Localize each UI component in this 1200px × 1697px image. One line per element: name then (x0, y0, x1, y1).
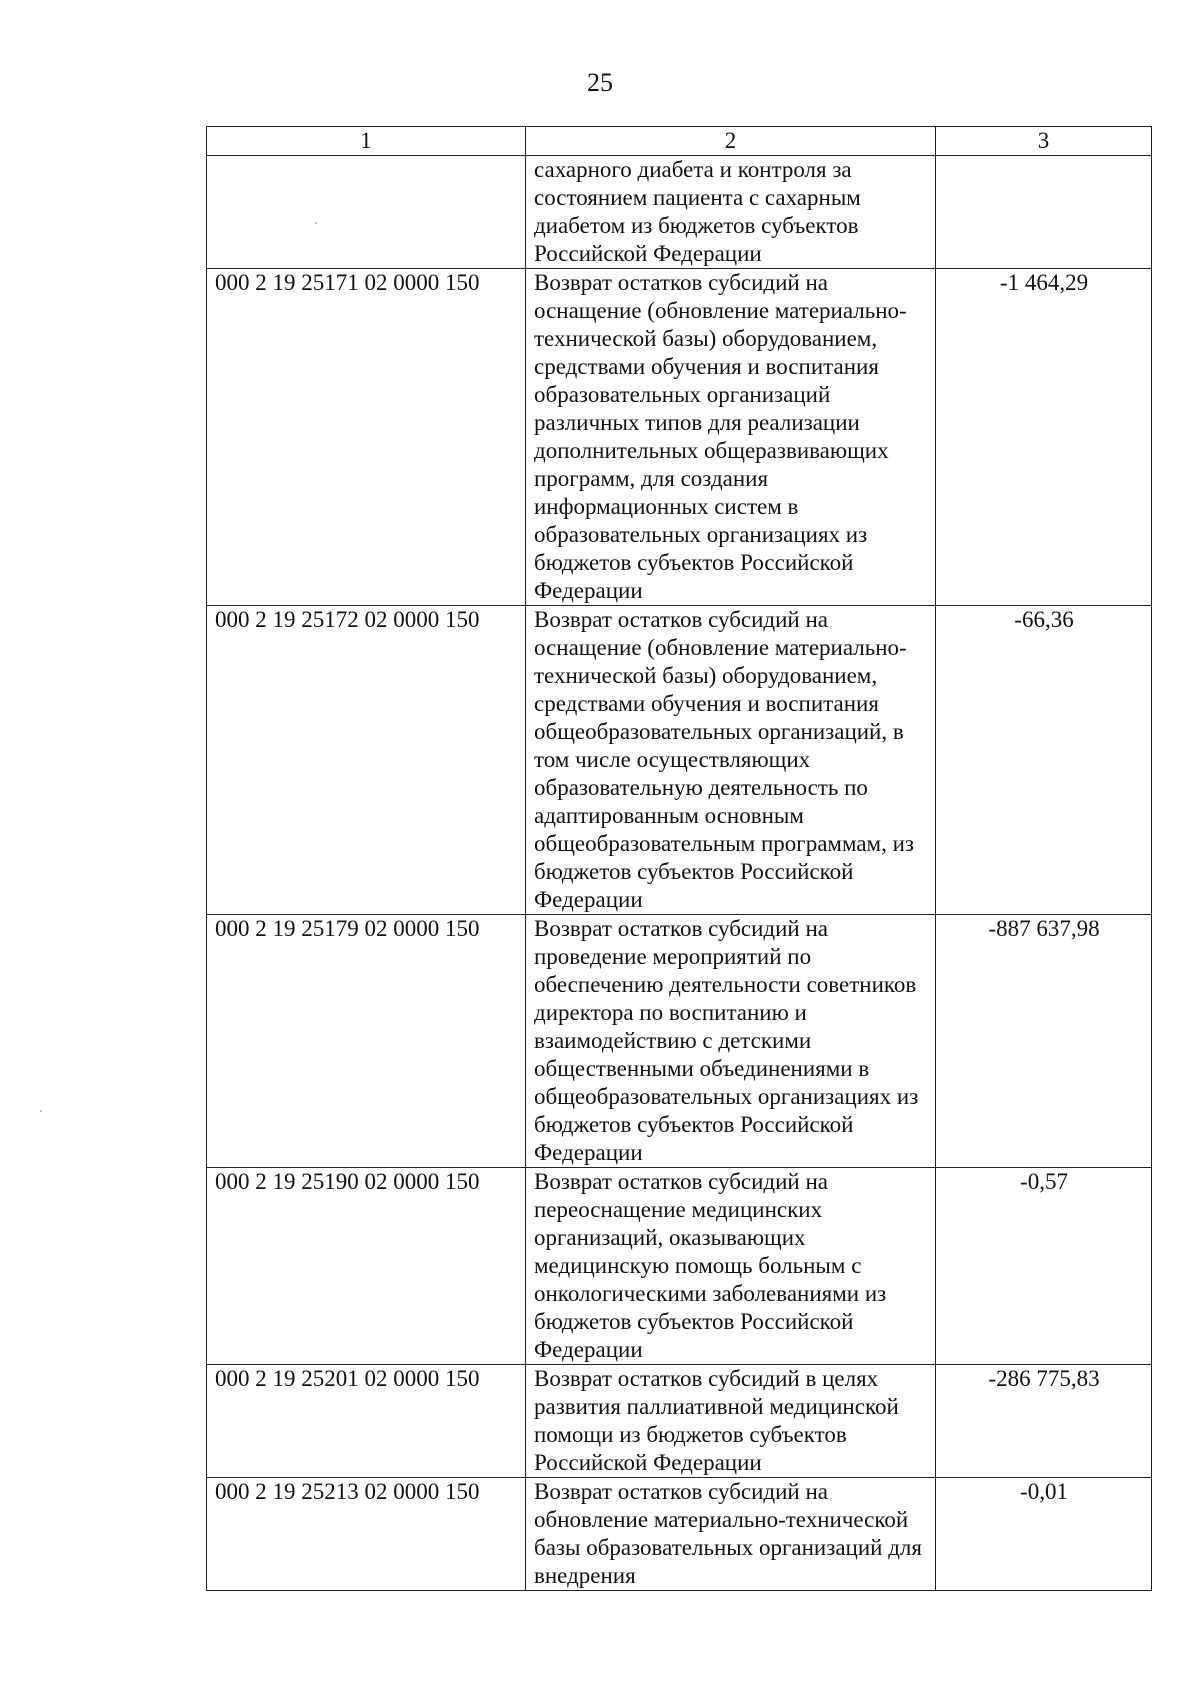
budget-code-cell: 000 2 19 25190 02 0000 150 (207, 1168, 526, 1365)
budget-table (206, 126, 1152, 1591)
description-cell: сахарного диабета и контроля за состоянием пациента с сахарным диабетом из бюджетов субъектов Российской Федерации (526, 156, 936, 269)
description-cell: Возврат остатков субсидий на оснащение (обновление материально-технической базы) оборудованием, средствами обучения и воспитания общеобразовательных организаций, в том числе осуществляющих образовательную деятельность по адаптированным основным общеобразовательным программам, из бюджетов субъектов Российской Федерации (526, 606, 936, 915)
table-row (207, 156, 1152, 269)
scan-speck (315, 222, 317, 224)
amount-cell (936, 156, 1152, 269)
column-header-2: 2 (526, 127, 936, 156)
description-cell: Возврат остатков субсидий в целях развития паллиативной медицинской помощи из бюджетов субъектов Российской Федерации (526, 1365, 936, 1478)
table-row (207, 606, 1152, 915)
column-header-1: 1 (207, 127, 526, 156)
table-header-row (207, 127, 1152, 156)
amount-cell: -887 637,98 (936, 915, 1152, 1168)
column-header-3: 3 (936, 127, 1152, 156)
description-cell: Возврат остатков субсидий на проведение мероприятий по обеспечению деятельности советников директора по воспитанию и взаимодействию с детскими общественными объединениями в общеобразовательных организациях из бюджетов субъектов Российской Федерации (526, 915, 936, 1168)
amount-cell: -1 464,29 (936, 269, 1152, 606)
scan-speck (40, 1110, 42, 1112)
page-number: 25 (587, 68, 613, 97)
table-row (207, 269, 1152, 606)
amount-cell: -286 775,83 (936, 1365, 1152, 1478)
table-row (207, 1168, 1152, 1365)
budget-code-cell: 000 2 19 25213 02 0000 150 (207, 1478, 526, 1591)
budget-code-cell: 000 2 19 25179 02 0000 150 (207, 915, 526, 1168)
description-cell: Возврат остатков субсидий на оснащение (обновление материально-технической базы) оборудованием, средствами обучения и воспитания образовательных организаций различных типов для реализации дополнительных общеразвивающих программ, для создания информационных систем в образовательных организациях из бюджетов субъектов Российской Федерации (526, 269, 936, 606)
amount-cell: -0,57 (936, 1168, 1152, 1365)
budget-code-cell (207, 156, 526, 269)
table-row (207, 915, 1152, 1168)
table-row (207, 1365, 1152, 1478)
amount-cell: -0,01 (936, 1478, 1152, 1591)
amount-cell: -66,36 (936, 606, 1152, 915)
table-row (207, 1478, 1152, 1591)
budget-code-cell: 000 2 19 25171 02 0000 150 (207, 269, 526, 606)
budget-code-cell: 000 2 19 25201 02 0000 150 (207, 1365, 526, 1478)
description-cell: Возврат остатков субсидий на обновление материально-технической базы образовательных организаций для внедрения (526, 1478, 936, 1591)
budget-code-cell: 000 2 19 25172 02 0000 150 (207, 606, 526, 915)
description-cell: Возврат остатков субсидий на переоснащение медицинских организаций, оказывающих медицинскую помощь больным с онкологическими заболеваниями из бюджетов субъектов Российской Федерации (526, 1168, 936, 1365)
